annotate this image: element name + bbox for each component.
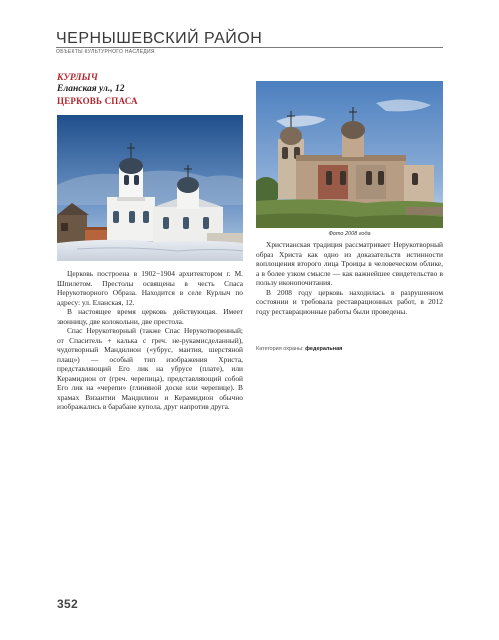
header-rule (56, 47, 443, 48)
street-address: Еланская ул., 12 (57, 84, 125, 94)
photo-church-restored (57, 115, 243, 261)
left-paragraph: Церковь построена в 1902−1904 архитектором г. М. Шпилетом. Престолы освящены в честь Спаса Нерукотворного Образа. Находится в селе Курлыч по адресу: ул. Еланская, 12. (57, 269, 243, 307)
page-number: 352 (57, 597, 78, 611)
monument-name: ЦЕРКОВЬ СПАСА (57, 96, 138, 106)
left-text-column (57, 269, 243, 412)
photo-church-ruined-2008 (256, 81, 443, 228)
protection-category-value: федеральная (305, 346, 343, 352)
protection-category (256, 346, 342, 352)
church-restored-illustration (57, 115, 243, 261)
protection-category-label: Категория охраны: (256, 346, 304, 352)
left-paragraph: В настоящее время церковь действующая. Имеет звонницу, две колокольни, две престола. (57, 307, 243, 326)
right-paragraph: В 2008 году церковь находилась в разрушенном состоянии и требовала реставрационных работ, в 2012 году реставрационные работы были проведены. (256, 287, 443, 316)
town-name: КУРЛЫЧ (57, 73, 98, 83)
running-header-subtitle: ОБЪЕКТЫ КУЛЬТУРНОГО НАСЛЕДИЯ (56, 49, 155, 55)
church-ruined-illustration (256, 81, 443, 228)
right-paragraph: Христианская традиция рассматривает Нерукотворный образ Христа как одно из доказательств истинности воплощения второго лица Троицы в человеческом облике, а в более узком смысле — как важнейшее свидетельство в пользу иконопочитания. (256, 240, 443, 287)
running-header-title: ЧЕРНЫШЕВСКИЙ РАЙОН (56, 30, 263, 47)
left-paragraph: Спас Нерукотворный (также Спас Нерукотворенный; от Спаситель + калька с греч. не-рукамисделанный), чудотворный Мандилион («убрус, мантия, шерстяной плащ») — особый тип изображения Христа, представляющий Его лик на убрусе (плате), или Керамидион от (греч. черепица), представляющий собой Его лик на «черепи» (глиняной доске или черепице). В храмах Византии Мандилион и Керамидион обычно изображались в барабане купола, друг напротив друга. (57, 326, 243, 411)
right-text-column (256, 240, 443, 316)
photo-caption: Фото 2008 года (328, 231, 371, 237)
